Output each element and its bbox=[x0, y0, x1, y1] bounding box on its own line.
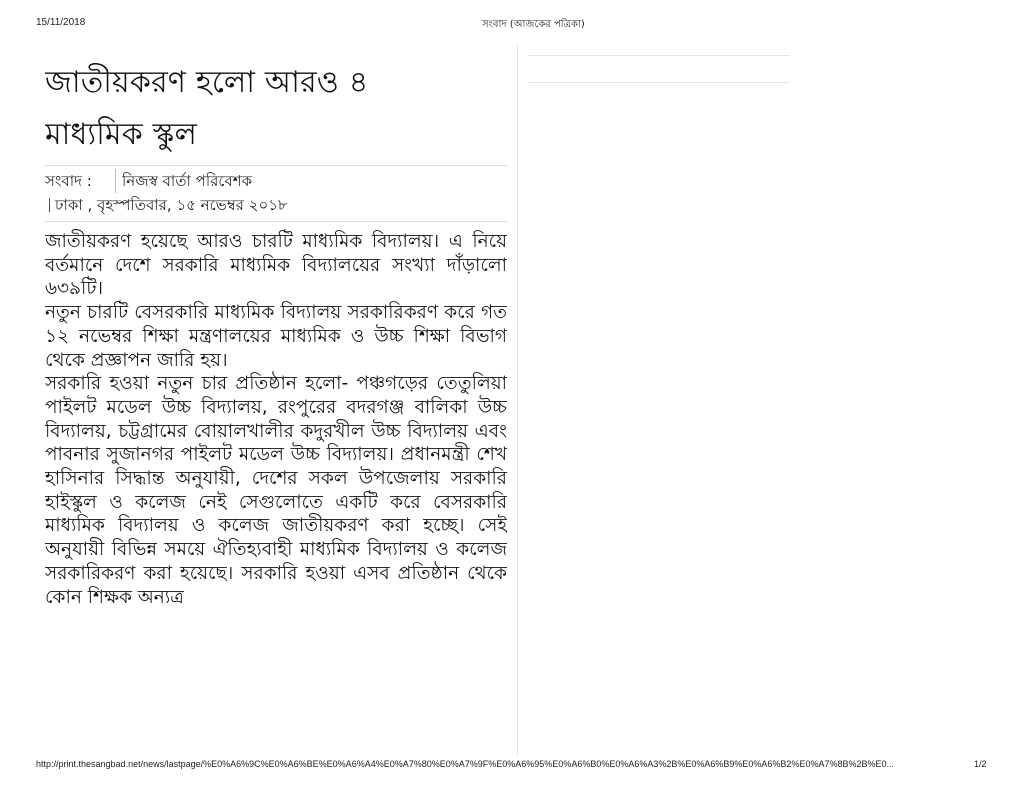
source-label: সংবাদ : bbox=[45, 172, 92, 190]
column-divider bbox=[517, 45, 518, 755]
sidebar-rule bbox=[528, 82, 790, 83]
print-page-title: সংবাদ (আজকের পত্রিকা) bbox=[482, 19, 585, 30]
article-body bbox=[45, 230, 507, 609]
paragraph: জাতীয়করণ হয়েছে আরও চারটি মাধ্যমিক বিদ্যালয়। এ নিয়ে বর্তমানে দেশে সরকারি মাধ্যমিক বিদ্যালয়ের সংখ্যা দাঁড়ালো ৬৩৯টি। bbox=[45, 231, 507, 300]
print-url: http://print.thesangbad.net/news/lastpage/%E0%A6%9C%E0%A6%BE%E0%A6%A4%E0%A7%80%E0%A7%9F%E0%A6%95%E0%A6%B0%E0%A6%A3%2B%E0%A6%B9%E0%A6%B2%E0%A7%8B%2B%E0... bbox=[36, 759, 894, 769]
dateline: ঢাকা , বৃহস্পতিবার, ১৫ নভেম্বর ২০১৮ bbox=[49, 193, 507, 217]
divider bbox=[45, 165, 507, 166]
page-number: 1/2 bbox=[974, 759, 987, 769]
divider bbox=[45, 221, 507, 222]
headline-line-2: মাধ্যমিক স্কুল bbox=[45, 117, 198, 152]
headline bbox=[45, 55, 507, 161]
paragraph: সরকারি হওয়া নতুন চার প্রতিষ্ঠান হলো- পঞ্চগড়ের তেতুলিয়া পাইলট মডেল উচ্চ বিদ্যালয়, রংপুরের বদরগঞ্জ বালিকা উচ্চ বিদ্যালয়, চট্টগ্রামের বোয়ালখালীর কদুরখীল উচ্চ বিদ্যালয় এবং পাবনার সুজানগর পাইলট মডেল উচ্চ বিদ্যালয়। প্রধানমন্ত্রী শেখ হাসিনার সিদ্ধান্ত অনুযায়ী, দেশের সকল উপজেলায় সরকারি হাইস্কুল ও কলেজ নেই সেগুলোতে একটি করে বেসরকারি মাধ্যমিক বিদ্যালয় ও কলেজ জাতীয়করণ করা হচ্ছে। সেই অনুযায়ী বিভিন্ন সময়ে ঐতিহ্যবাহী মাধ্যমিক বিদ্যালয় ও কলেজ সরকারিকরণ করা হয়েছে। সরকারি হওয়া এসব প্রতিষ্ঠান থেকে কোন শিক্ষক অন্যত্র bbox=[45, 373, 507, 608]
paragraph: নতুন চারটি বেসরকারি মাধ্যমিক বিদ্যালয় সরকারিকরণ করে গত ১২ নভেম্বর শিক্ষা মন্ত্রণালয়ের মাধ্যমিক ও উচ্চ শিক্ষা বিভাগ থেকে প্রজ্ঞাপন জারি হয়। bbox=[45, 302, 507, 371]
reporter-name: নিজস্ব বার্তা পরিবেশক bbox=[115, 169, 252, 193]
byline bbox=[45, 169, 507, 193]
article bbox=[45, 55, 507, 751]
headline-line-1: জাতীয়করণ হলো আরও ৪ bbox=[45, 65, 369, 100]
print-date: 15/11/2018 bbox=[36, 17, 86, 28]
sidebar-rule bbox=[528, 55, 790, 56]
